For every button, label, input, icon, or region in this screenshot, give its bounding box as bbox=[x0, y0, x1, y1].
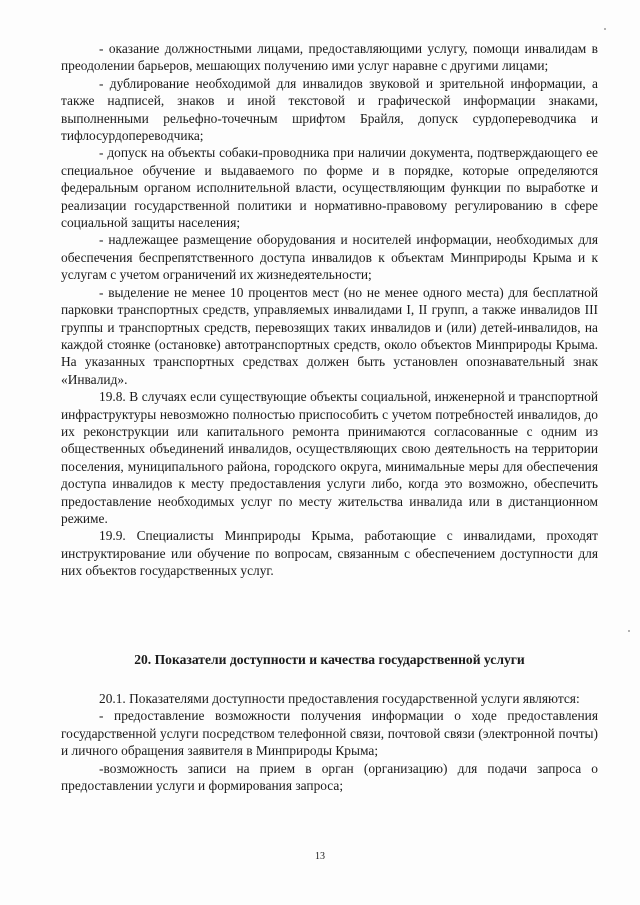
paragraph-19-8: 19.8. В случаях если существующие объекты социальной, инженерной и транспортной инфраструктуры невозможно полностью приспособить с учетом потребностей инвалидов, до их реконструкции или капитального ремонта принимаются согласованные с одним из общественных объединений инвалидов, осуществляющих свою деятельность на территории поселения, муниципального района, городского округа, минимальные меры для обеспечения доступа инвалидов к месту предоставления услуги либо, когда это возможно, обеспечить предоставление необходимых услуг по месту жительства инвалида или в дистанционном режиме. bbox=[61, 389, 598, 526]
paragraph-19-9: 19.9. Специалисты Минприроды Крыма, работающие с инвалидами, проходят инструктирование или обучение по вопросам, связанным с обеспечением доступности для них объектов государственных услуг. bbox=[61, 528, 598, 579]
paragraph-duplication: - дублирование необходимой для инвалидов звуковой и зрительной информации, а также надписей, знаков и иной текстовой и графической информации знаками, выполненными рельефно-точечным шрифтом Брайля, допуск сурдопереводчика и тифлосурдопереводчика; bbox=[61, 75, 598, 144]
scan-speck bbox=[628, 630, 630, 632]
paragraph-appointment: -возможность записи на прием в орган (организацию) для подачи запроса о предоставлении услуги и формирования запроса; bbox=[61, 760, 598, 794]
body-text-bottom bbox=[61, 690, 598, 794]
scan-speck bbox=[604, 28, 606, 30]
paragraph-parking: - выделение не менее 10 процентов мест (но не менее одного места) для бесплатной парковки транспортных средств, управляемых инвалидами I, II групп, а также инвалидов III группы и транспортных средств, перевозящих таких инвалидов и (или) детей-инвалидов, на каждой стоянке (остановке) автотранспортных средств, около объектов Минприроды Крыма. На указанных транспортных средствах должен быть установлен опознавательный знак «Инвалид». bbox=[61, 284, 598, 387]
section-heading: 20. Показатели доступности и качества государственной услуги bbox=[134, 652, 525, 667]
paragraph-info-access: - предоставление возможности получения информации о ходе предоставления государственной услуги посредством телефонной связи, почтовой связи (электронной почты) и личного обращения заявителя в Минприроды Крыма; bbox=[61, 708, 598, 759]
paragraph-equipment: - надлежащее размещение оборудования и носителей информации, необходимых для обеспечения беспрепятственного доступа инвалидов к объектам Минприроды Крыма и к услугам с учетом ограничений их жизнедеятельности; bbox=[61, 232, 598, 283]
body-text-top bbox=[61, 40, 598, 580]
paragraph-20-1: 20.1. Показателями доступности предоставления государственной услуги являются: bbox=[99, 691, 580, 706]
page-number: 13 bbox=[315, 851, 325, 862]
paragraph-guide-dog: - допуск на объекты собаки-проводника при наличии документа, подтверждающего ее специальное обучение и выдаваемого по форме и в порядке, которые определяются федеральным органом исполнительной власти, осуществляющим функции по выработке и реализации государственной политики и нормативно-правовому регулированию в сфере социальной защиты населения; bbox=[61, 145, 598, 231]
paragraph-assistance: - оказание должностными лицами, предоставляющими услугу, помощи инвалидам в преодолении барьеров, мешающих получению ими услуг наравне с другими лицами; bbox=[61, 41, 598, 74]
